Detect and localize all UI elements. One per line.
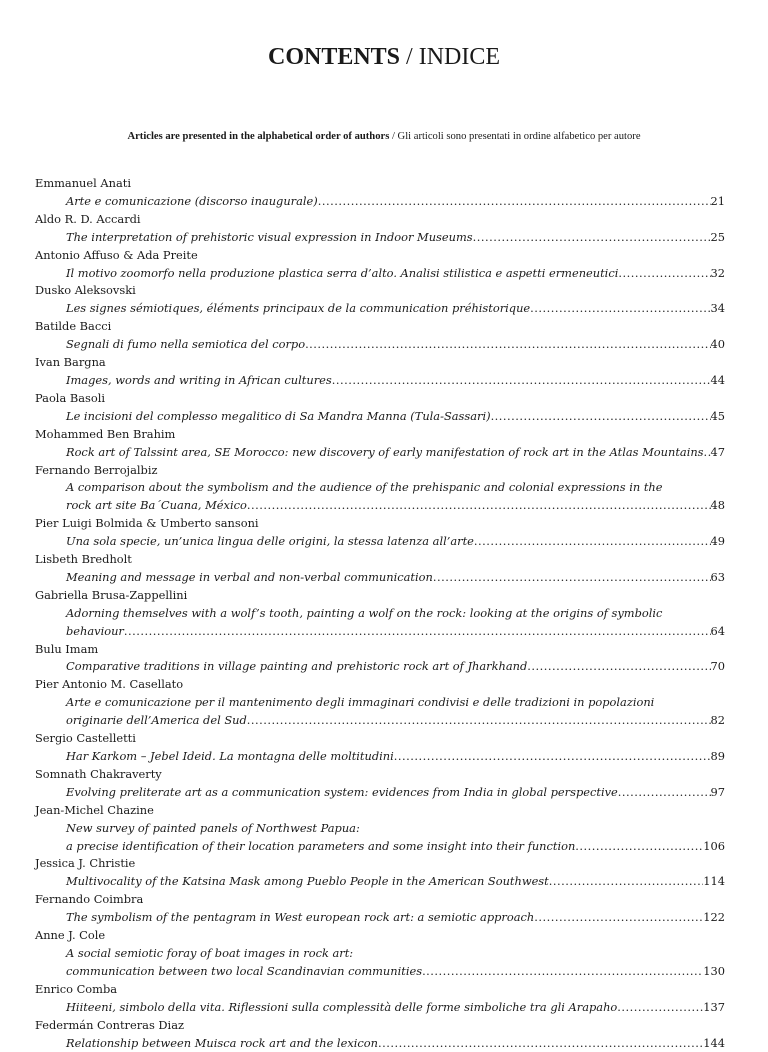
page-number: 40 <box>711 336 726 354</box>
entry-article-title: Arte e comunicazione per il mantenimento degli immaginari condivisi e delle tradizioni in popolazioni <box>35 694 725 712</box>
dot-leader <box>247 497 711 515</box>
page-number: 44 <box>711 372 726 390</box>
entry-author: Aldo R. D. Accardi <box>35 211 725 229</box>
entry-author: Emmanuel Anati <box>35 175 725 193</box>
dot-leader <box>124 623 711 641</box>
entry-author: Enrico Comba <box>35 981 725 999</box>
contents-entry <box>35 587 725 641</box>
entry-article-title <box>35 873 725 891</box>
article-title-text: Meaning and message in verbal and non-verbal communication <box>66 569 433 587</box>
page-number: 48 <box>711 497 726 515</box>
article-title-text: Les signes sémiotiques, éléments principaux de la communication préhistorique <box>66 300 530 318</box>
entry-article-title <box>35 909 725 927</box>
entry-article-title <box>35 999 725 1017</box>
entry-article-title <box>35 265 725 283</box>
article-title-text: Arte e comunicazione (discorso inaugurale) <box>66 193 318 211</box>
entry-article-title <box>35 229 725 247</box>
entry-article-title <box>35 372 725 390</box>
entry-article-title <box>35 300 725 318</box>
page-number: 21 <box>711 193 726 211</box>
page-number: 144 <box>703 1035 725 1052</box>
contents-entry <box>35 927 725 981</box>
dot-leader <box>704 444 711 462</box>
dot-leader <box>318 193 711 211</box>
contents-entry <box>35 802 725 856</box>
article-title-text: communication between two local Scandinavian communities <box>66 963 422 981</box>
contents-entry <box>35 730 725 766</box>
dot-leader <box>332 372 711 390</box>
contents-entry <box>35 390 725 426</box>
article-title-text: Il motivo zoomorfo nella produzione plastica serra d’alto. Analisi stilistica e aspetti ermeneutici <box>66 265 618 283</box>
contents-entry <box>35 515 725 551</box>
article-title-text: Una sola specie, un’unica lingua delle origini, la stessa latenza all’arte <box>66 533 474 551</box>
dot-leader <box>305 336 710 354</box>
subtitle-italian: / Gli articoli sono presentati in ordine alfabetico per autore <box>389 131 640 142</box>
entry-author: Antonio Affuso & Ada Preite <box>35 247 725 265</box>
entry-author: Ivan Bargna <box>35 354 725 372</box>
entry-article-title <box>35 336 725 354</box>
article-title-text: Comparative traditions in village painting and prehistoric rock art of Jharkhand <box>66 658 527 676</box>
dot-leader <box>530 300 710 318</box>
entry-article-title <box>35 1035 725 1052</box>
page-number: 130 <box>703 963 725 981</box>
page-number: 25 <box>711 229 726 247</box>
page-number: 45 <box>711 408 726 426</box>
contents-entry <box>35 551 725 587</box>
page-number: 97 <box>711 784 726 802</box>
page-number: 137 <box>703 999 725 1017</box>
entry-author: Pier Luigi Bolmida & Umberto sansoni <box>35 515 725 533</box>
article-title-text: Evolving preliterate art as a communication system: evidences from India in global perspective <box>66 784 618 802</box>
article-title-text: behaviour <box>66 623 124 641</box>
dot-leader <box>618 265 710 283</box>
dot-leader <box>474 533 711 551</box>
entry-author: Mohammed Ben Brahim <box>35 426 725 444</box>
entry-article-title <box>35 712 725 730</box>
dot-leader <box>534 909 703 927</box>
article-title-text: Le incisioni del complesso megalitico di Sa Mandra Manna (Tula-Sassari) <box>66 408 491 426</box>
contents-entry <box>35 676 725 730</box>
entry-author: Anne J. Cole <box>35 927 725 945</box>
article-title-text: Relationship between Muisca rock art and the lexicon <box>66 1035 378 1052</box>
page-number: 122 <box>703 909 725 927</box>
entry-article-title <box>35 963 725 981</box>
page-number: 114 <box>703 873 725 891</box>
subtitle-english: Articles are presented in the alphabetical order of authors <box>127 131 389 142</box>
page-number: 47 <box>711 444 726 462</box>
contents-entry <box>35 175 725 211</box>
article-title-text: Rock art of Talssint area, SE Morocco: new discovery of early manifestation of rock art in the Atlas Mountains <box>66 444 704 462</box>
contents-entry <box>35 426 725 462</box>
contents-entry <box>35 282 725 318</box>
entry-article-title <box>35 533 725 551</box>
article-title-text: The interpretation of prehistoric visual expression in Indoor Museums <box>66 229 473 247</box>
entry-article-title <box>35 193 725 211</box>
entry-article-title <box>35 623 725 641</box>
page-number: 106 <box>703 838 725 856</box>
contents-entry <box>35 354 725 390</box>
page-number: 64 <box>711 623 726 641</box>
contents-list <box>35 175 725 1052</box>
entry-author: Dusko Aleksovski <box>35 282 725 300</box>
article-title-text: Multivocality of the Katsina Mask among Pueblo People in the American Southwest <box>66 873 549 891</box>
dot-leader <box>491 408 711 426</box>
entry-article-title: A comparison about the symbolism and the audience of the prehispanic and colonial expressions in the <box>35 479 725 497</box>
entry-author: Lisbeth Bredholt <box>35 551 725 569</box>
contents-entry <box>35 462 725 516</box>
dot-leader <box>422 963 703 981</box>
entry-author: Fernando Coimbra <box>35 891 725 909</box>
page-number: 32 <box>711 265 726 283</box>
page-title <box>0 44 768 71</box>
entry-article-title <box>35 658 725 676</box>
page-subtitle <box>0 131 768 142</box>
dot-leader <box>394 748 711 766</box>
article-title-text: a precise identification of their location parameters and some insight into their function <box>66 838 575 856</box>
entry-author: Somnath Chakraverty <box>35 766 725 784</box>
entry-author: Paola Basoli <box>35 390 725 408</box>
entry-article-title: Adorning themselves with a wolf’s tooth, painting a wolf on the rock: looking at the origins of symbolic <box>35 605 725 623</box>
entry-article-title <box>35 784 725 802</box>
entry-article-title <box>35 569 725 587</box>
entry-article-title: New survey of painted panels of Northwest Papua: <box>35 820 725 838</box>
entry-author: Fernando Berrojalbiz <box>35 462 725 480</box>
dot-leader <box>618 784 711 802</box>
entry-article-title <box>35 408 725 426</box>
dot-leader <box>549 873 704 891</box>
contents-entry <box>35 1017 725 1052</box>
article-title-text: rock art site Ba´Cuana, México <box>66 497 247 515</box>
contents-entry <box>35 318 725 354</box>
article-title-text: Segnali di fumo nella semiotica del corpo <box>66 336 305 354</box>
entry-author: Jessica J. Christie <box>35 855 725 873</box>
entry-article-title <box>35 838 725 856</box>
entry-author: Sergio Castelletti <box>35 730 725 748</box>
page-number: 34 <box>711 300 726 318</box>
entry-article-title: A social semiotic foray of boat images in rock art: <box>35 945 725 963</box>
dot-leader <box>433 569 711 587</box>
entry-article-title <box>35 497 725 515</box>
article-title-text: Images, words and writing in African cultures <box>66 372 332 390</box>
contents-entry <box>35 766 725 802</box>
entry-author: Federmán Contreras Diaz <box>35 1017 725 1035</box>
entry-author: Gabriella Brusa-Zappellini <box>35 587 725 605</box>
title-indice: / INDICE <box>400 44 500 70</box>
contents-entry <box>35 211 725 247</box>
dot-leader <box>575 838 703 856</box>
contents-entry <box>35 641 725 677</box>
dot-leader <box>247 712 711 730</box>
page-number: 82 <box>711 712 726 730</box>
page-number: 70 <box>711 658 726 676</box>
article-title-text: Har Karkom – Jebel Ideid. La montagna delle moltitudini <box>66 748 394 766</box>
entry-author: Batilde Bacci <box>35 318 725 336</box>
title-contents: CONTENTS <box>268 44 400 70</box>
entry-author: Bulu Imam <box>35 641 725 659</box>
dot-leader <box>473 229 711 247</box>
page-number: 49 <box>711 533 726 551</box>
dot-leader <box>617 999 703 1017</box>
dot-leader <box>527 658 710 676</box>
page-number: 63 <box>711 569 726 587</box>
article-title-text: originarie dell’America del Sud <box>66 712 247 730</box>
entry-article-title <box>35 444 725 462</box>
article-title-text: The symbolism of the pentagram in West european rock art: a semiotic approach <box>66 909 534 927</box>
contents-entry <box>35 981 725 1017</box>
dot-leader <box>378 1035 703 1052</box>
contents-entry <box>35 891 725 927</box>
contents-entry <box>35 247 725 283</box>
article-title-text: Hiiteeni, simbolo della vita. Riflessioni sulla complessità delle forme simboliche tra gli Arapaho <box>66 999 617 1017</box>
entry-author: Pier Antonio M. Casellato <box>35 676 725 694</box>
entry-author: Jean-Michel Chazine <box>35 802 725 820</box>
page-number: 89 <box>711 748 726 766</box>
contents-entry <box>35 855 725 891</box>
entry-article-title <box>35 748 725 766</box>
